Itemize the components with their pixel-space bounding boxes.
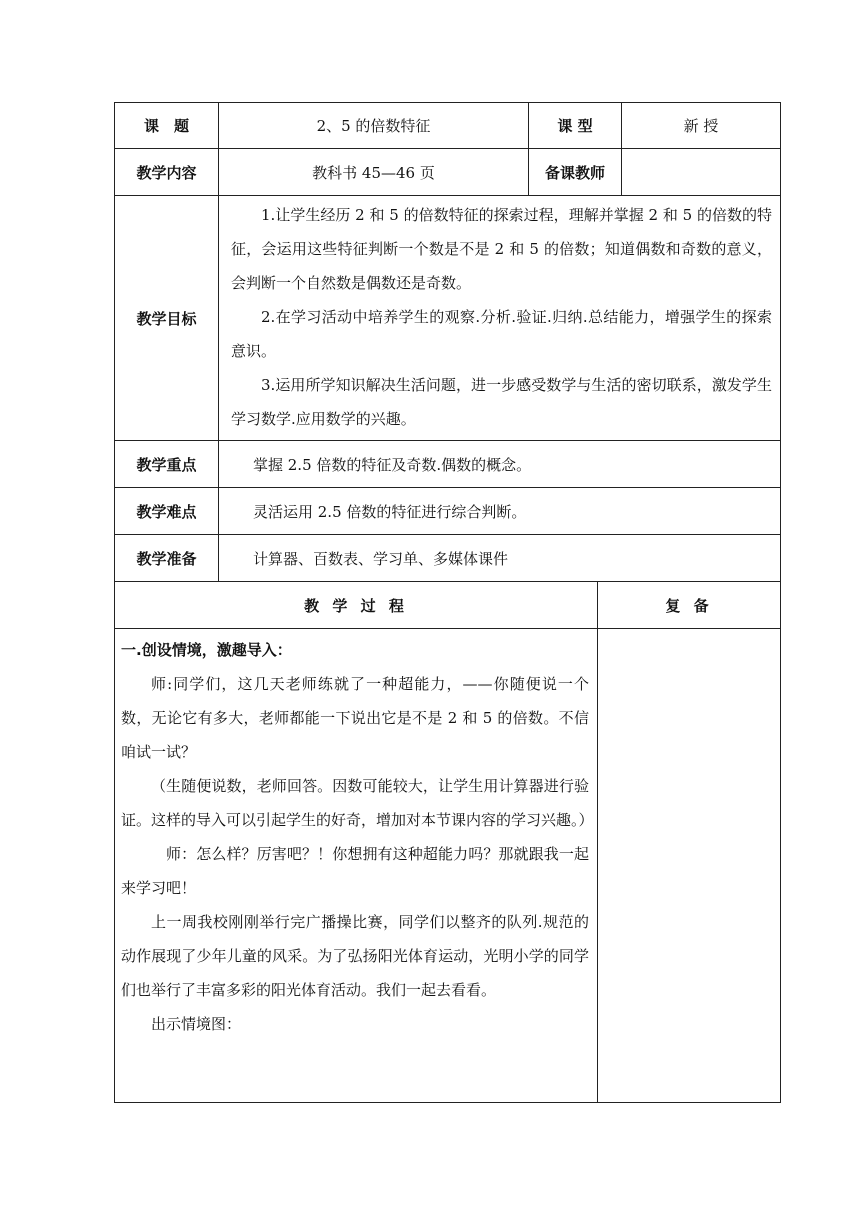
process-content [115, 629, 598, 1103]
preparation-row [115, 535, 781, 582]
teacher-value [622, 149, 781, 196]
process-paragraph: 出示情境图： [151, 1015, 242, 1033]
content-value: 教科书 45—46 页 [219, 149, 529, 196]
difficulty-label: 教学难点 [115, 488, 219, 535]
content-row [115, 149, 781, 196]
content-label: 教学内容 [115, 149, 219, 196]
objectives-row [115, 196, 781, 441]
objectives-cell [219, 196, 781, 441]
process-paragraph: 师:同学们，这几天老师练就了一种超能力，——你随便说一个数，无论它有多大，老师都能一下说出它是不是 2 和 5 的倍数。不信咱试一试？ [121, 675, 589, 761]
key-point-value: 掌握 2.5 倍数的特征及奇数.偶数的概念。 [219, 441, 781, 488]
process-header-row [115, 582, 781, 629]
lesson-header-table [114, 102, 781, 196]
key-point-label: 教学重点 [115, 441, 219, 488]
topic-label: 课 题 [115, 103, 219, 149]
objective-item: 3.运用所学知识解决生活问题，进一步感受数学与生活的密切联系，激发学生学习数学.应用数学的兴趣。 [231, 376, 772, 428]
process-paragraph: 师：怎么样？厉害吧？！你想拥有这种超能力吗？那就跟我一起来学习吧！ [121, 845, 589, 897]
difficulty-value: 灵活运用 2.5 倍数的特征进行综合判断。 [219, 488, 781, 535]
section-title: 一.创设情境，激趣导入： [121, 641, 292, 659]
lesson-plan-sheet [114, 102, 780, 1103]
difficulty-row [115, 488, 781, 535]
process-table [114, 581, 781, 1103]
objectives-label: 教学目标 [115, 196, 219, 441]
review-cell [598, 629, 781, 1103]
preparation-value: 计算器、百数表、学习单、多媒体课件 [219, 535, 781, 582]
objective-item: 1.让学生经历 2 和 5 的倍数特征的探索过程，理解并掌握 2 和 5 的倍数的特征，会运用这些特征判断一个数是不是 2 和 5 的倍数；知道偶数和奇数的意义，会判断一个自然数是偶数还是奇数。 [231, 206, 772, 292]
process-body-row [115, 629, 781, 1103]
lesson-info-table [114, 195, 781, 582]
process-header: 教 学 过 程 [115, 582, 598, 629]
topic-row [115, 103, 781, 149]
process-paragraph: （生随便说数，老师回答。因数可能较大，让学生用计算器进行验证。这样的导入可以引起学生的好奇，增加对本节课内容的学习兴趣。） [121, 777, 594, 829]
preparation-label: 教学准备 [115, 535, 219, 582]
objective-item: 2.在学习活动中培养学生的观察.分析.验证.归纳.总结能力，增强学生的探索意识。 [231, 308, 772, 360]
type-value: 新 授 [622, 103, 781, 149]
type-label: 课 型 [529, 103, 622, 149]
process-paragraph: 上一周我校刚刚举行完广播操比赛，同学们以整齐的队列.规范的动作展现了少年儿童的风采。为了弘扬阳光体育运动，光明小学的同学们也举行了丰富多彩的阳光体育活动。我们一起去看看。 [121, 913, 589, 999]
topic-value: 2、5 的倍数特征 [219, 103, 529, 149]
key-point-row [115, 441, 781, 488]
review-header: 复 备 [598, 582, 781, 629]
teacher-label: 备课教师 [529, 149, 622, 196]
